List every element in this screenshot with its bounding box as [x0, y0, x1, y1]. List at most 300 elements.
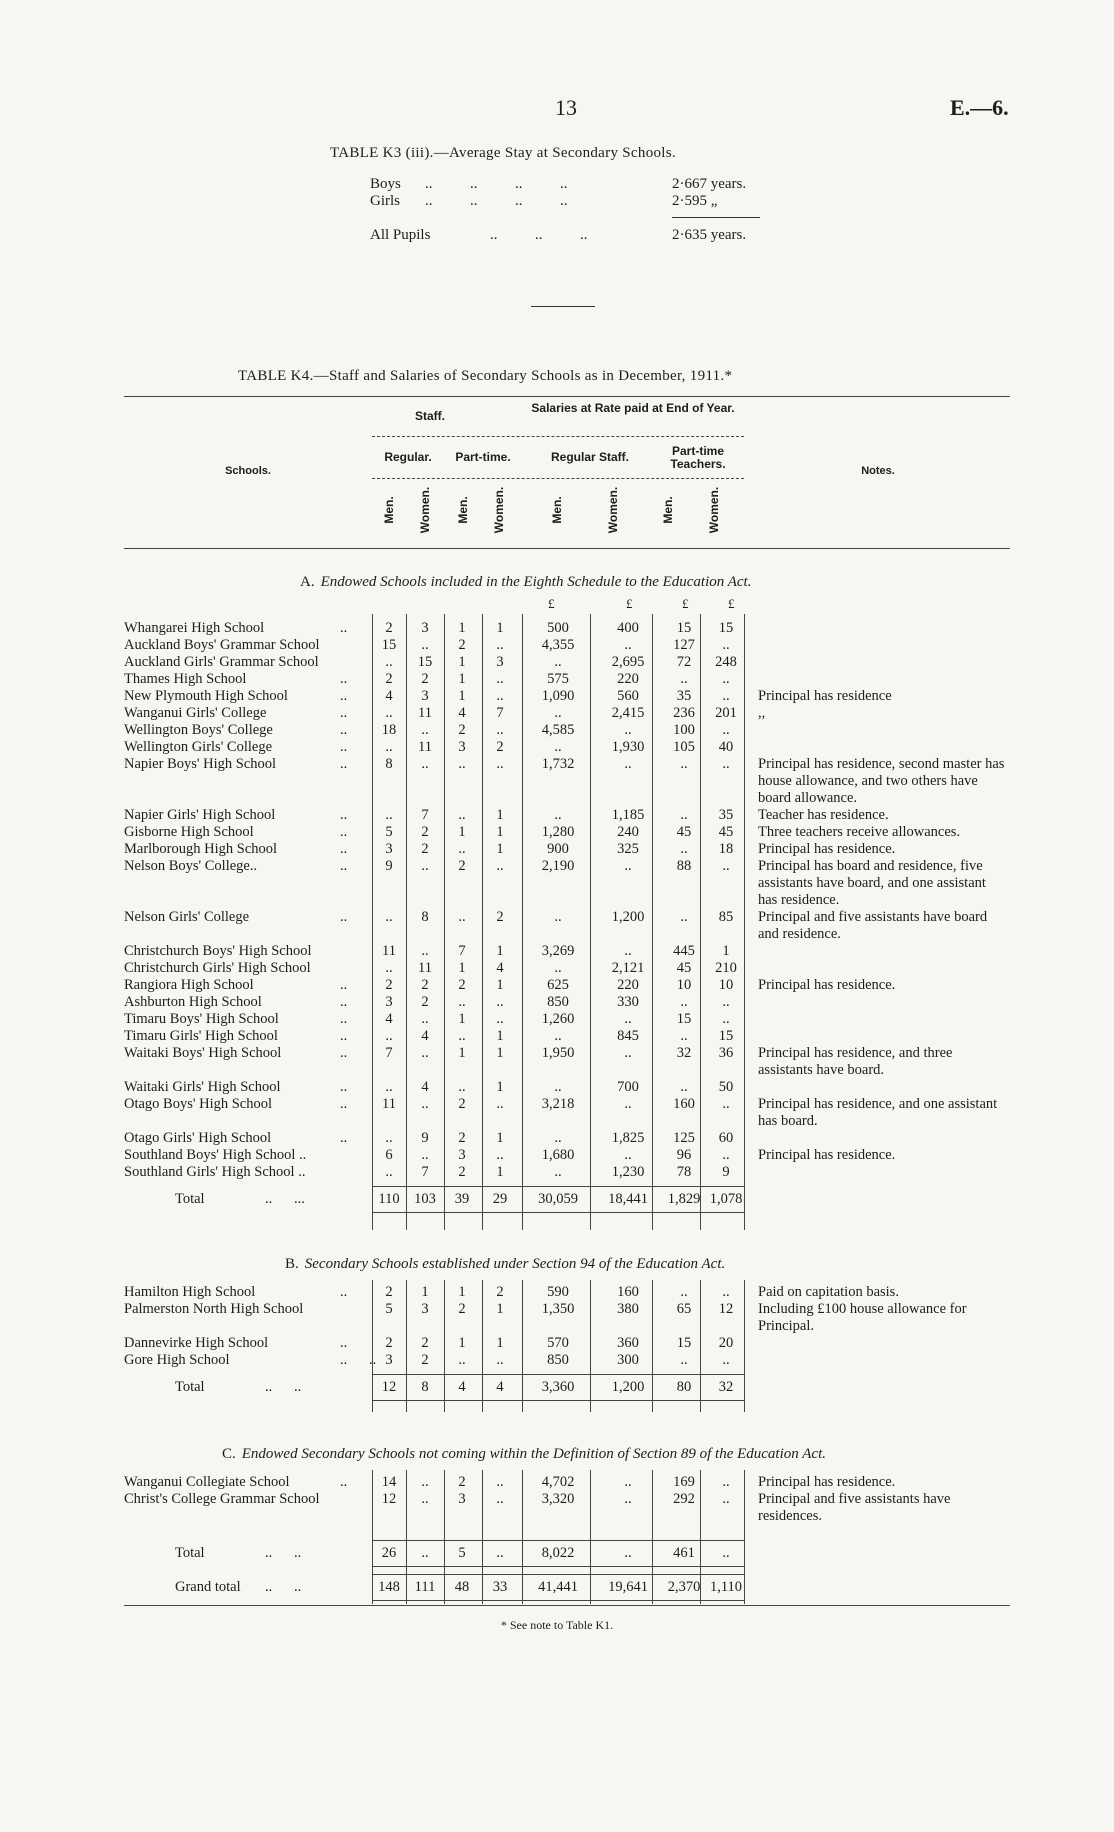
cell-value: 2: [496, 1284, 504, 1300]
cell-value: ..: [554, 1079, 562, 1095]
cell-value: ..: [624, 1474, 632, 1490]
row-note: Principal has residence.: [758, 841, 896, 857]
cell-value: ..: [624, 637, 632, 653]
cell-value: 2: [458, 977, 466, 993]
table-k4-title-text: TABLE K4.—Staff and Salaries of Secondary Schools as in December, 1911.*: [238, 368, 733, 384]
cell-value: 2: [421, 671, 429, 687]
section-sectionA-letter: A.: [300, 574, 315, 590]
cell-value: 1: [496, 1130, 504, 1146]
table-row: [0, 1130, 1114, 1147]
cell-value: ..: [496, 1474, 504, 1490]
cell-value: 1: [458, 1011, 466, 1027]
school-name: Nelson Boys' College..: [124, 858, 258, 874]
cell-value: 3: [458, 739, 466, 755]
cell-value: ..: [496, 1352, 504, 1368]
school-name: Wanganui Collegiate School: [124, 1474, 290, 1490]
cell-value: 400: [617, 620, 639, 636]
school-name: Wellington Boys' College: [124, 722, 273, 738]
cell-value: 4: [458, 1379, 466, 1395]
cell-value: ..: [496, 688, 504, 704]
cell-value: 9: [421, 1130, 429, 1146]
leader-dots: ..: [340, 688, 348, 704]
cell-value: 1: [496, 824, 504, 840]
cell-value: 20: [718, 1335, 734, 1351]
header-women-regular: Women.: [418, 486, 432, 534]
cell-value: ..: [722, 756, 730, 772]
row-note: Principal has residence: [758, 688, 892, 704]
row-note: Principal has residence.: [758, 977, 896, 993]
total-rule-top: [372, 1574, 744, 1575]
k3-row-leaders: .. .. .. ..: [425, 193, 568, 209]
cell-value: 1: [458, 1284, 466, 1300]
cell-value: ..: [722, 637, 730, 653]
cell-value: 1,829: [667, 1191, 701, 1207]
cell-value: ..: [385, 909, 393, 925]
cell-value: 2: [385, 977, 393, 993]
cell-value: ..: [624, 756, 632, 772]
k3-sum-rule: [672, 217, 760, 218]
table-row: [0, 858, 1114, 908]
cell-value: 127: [673, 637, 695, 653]
k3-row-label: Boys: [370, 176, 401, 192]
row-note: Three teachers receive allowances.: [758, 824, 961, 840]
cell-value: 1: [458, 654, 466, 670]
cell-value: 32: [718, 1379, 734, 1395]
cell-value: 7: [496, 705, 504, 721]
row-note: Principal has residence.: [758, 1147, 896, 1163]
header-bottom-rule: [124, 548, 1010, 549]
cell-value: 201: [715, 705, 737, 721]
cell-value: 1,200: [611, 1379, 645, 1395]
leader-dots: ..: [340, 858, 348, 874]
cell-value: 3: [458, 1491, 466, 1507]
cell-value: 5: [385, 1301, 393, 1317]
cell-value: 3: [385, 994, 393, 1010]
cell-value: 12: [381, 1491, 397, 1507]
total-row: [0, 1191, 1114, 1208]
header-women-salary: Women.: [606, 486, 620, 534]
cell-value: ..: [496, 756, 504, 772]
table-row: [0, 1147, 1114, 1164]
cell-value: ..: [421, 1096, 429, 1112]
leader-dots: ..: [340, 909, 348, 925]
cell-value: 65: [676, 1301, 692, 1317]
cell-value: 2,370: [667, 1579, 701, 1595]
table-row: [0, 943, 1114, 960]
cell-value: 325: [617, 841, 639, 857]
school-name: Dannevirke High School: [124, 1335, 269, 1351]
leader-dots: ..: [340, 739, 348, 755]
school-name: Marlborough High School: [124, 841, 278, 857]
cell-value: 1,950: [541, 1045, 575, 1061]
school-name: Waitaki Girls' High School: [124, 1079, 281, 1095]
cell-value: ..: [385, 960, 393, 976]
cell-value: ..: [496, 1011, 504, 1027]
cell-value: 2: [385, 1335, 393, 1351]
cell-value: ..: [496, 1147, 504, 1163]
school-name: Otago Girls' High School: [124, 1130, 272, 1146]
cell-value: 1,230: [611, 1164, 645, 1180]
cell-value: ..: [722, 1284, 730, 1300]
cell-value: 50: [718, 1079, 734, 1095]
cell-value: 4,702: [541, 1474, 575, 1490]
table-row: [0, 824, 1114, 841]
total-rule-bottom: [372, 1400, 744, 1401]
cell-value: 1: [496, 807, 504, 823]
column-rule-a-7: [700, 614, 701, 1230]
cell-value: 2: [458, 1474, 466, 1490]
cell-value: 3: [421, 1301, 429, 1317]
cell-value: ..: [496, 637, 504, 653]
cell-value: 845: [617, 1028, 639, 1044]
cell-value: ..: [722, 671, 730, 687]
cell-value: ..: [680, 1284, 688, 1300]
header-rule-2: [372, 478, 744, 479]
leader-dots: ..: [340, 705, 348, 721]
k3-row-value: 2·667 years.: [672, 176, 747, 192]
cell-value: ..: [496, 722, 504, 738]
k3-row-value: 2·635 years.: [672, 227, 747, 243]
cell-value: 2: [458, 722, 466, 738]
cell-value: ..: [554, 1130, 562, 1146]
column-rule-a-2: [444, 614, 445, 1230]
total-rule-top: [372, 1374, 744, 1375]
cell-value: 3: [385, 1352, 393, 1368]
total-row: [0, 1379, 1114, 1396]
cell-value: ..: [722, 1491, 730, 1507]
cell-value: 45: [676, 824, 692, 840]
cell-value: 9: [385, 858, 393, 874]
cell-value: 625: [547, 977, 569, 993]
row-note: Including £100 house allowance for Principal.: [758, 1301, 967, 1334]
cell-value: 575: [547, 671, 569, 687]
leader-dots: ..: [340, 1096, 348, 1112]
cell-value: ..: [421, 637, 429, 653]
row-note: ,,: [758, 705, 766, 721]
k3-row-label: All Pupils: [370, 227, 431, 243]
school-name: Napier Girls' High School: [124, 807, 276, 823]
leader-dots: ..: [340, 1045, 348, 1061]
cell-value: 3,360: [541, 1379, 575, 1395]
cell-value: ..: [624, 943, 632, 959]
cell-value: 445: [673, 943, 695, 959]
cell-value: 2: [421, 977, 429, 993]
cell-value: 2: [458, 637, 466, 653]
cell-value: 1,185: [611, 807, 645, 823]
cell-value: 1,732: [541, 756, 575, 772]
k3-row-value: 2·595 „: [672, 193, 718, 209]
leader-dots: .. ..: [265, 1545, 302, 1561]
table-row: [0, 705, 1114, 722]
row-note: Principal has residence, and three assistants have board.: [758, 1045, 953, 1078]
leader-dots: ..: [340, 807, 348, 823]
cell-value: 11: [382, 943, 396, 959]
column-rule-a-6: [652, 614, 653, 1230]
cell-value: 8: [421, 1379, 429, 1395]
header-parttime: Part-time.: [455, 450, 511, 464]
school-name: Nelson Girls' College: [124, 909, 250, 925]
cell-value: 85: [718, 909, 734, 925]
cell-value: 2: [421, 824, 429, 840]
leader-dots: .. ..: [265, 1579, 302, 1595]
school-name: Waitaki Boys' High School: [124, 1045, 282, 1061]
column-rule-a-3: [482, 614, 483, 1230]
cell-value: 2: [385, 620, 393, 636]
table-row: [0, 1352, 1114, 1369]
cell-value: ..: [624, 858, 632, 874]
cell-value: 2,121: [611, 960, 645, 976]
cell-value: 29: [492, 1191, 508, 1207]
cell-value: 4,585: [541, 722, 575, 738]
table-row: [0, 620, 1114, 637]
school-name: Whangarei High School: [124, 620, 265, 636]
cell-value: ..: [421, 1147, 429, 1163]
cell-value: 15: [718, 620, 734, 636]
cell-value: ..: [458, 1028, 466, 1044]
cell-value: 500: [547, 620, 569, 636]
cell-value: 80: [676, 1379, 692, 1395]
page-number: 13: [555, 95, 577, 120]
school-name: Ashburton High School: [124, 994, 262, 1010]
school-name: Gisborne High School: [124, 824, 254, 840]
cell-value: ..: [385, 807, 393, 823]
header-schools: Schools.: [225, 465, 271, 477]
cell-value: 2: [496, 909, 504, 925]
cell-value: ..: [496, 1096, 504, 1112]
cell-value: ..: [722, 722, 730, 738]
table-row: [0, 1284, 1114, 1301]
table-row: [0, 1491, 1114, 1524]
school-name: Otago Boys' High School: [124, 1096, 273, 1112]
total-rule-top: [372, 1186, 744, 1187]
table-k3-title-text: TABLE K3 (iii).—Average Stay at Secondary Schools.: [330, 145, 676, 161]
cell-value: 18: [718, 841, 734, 857]
school-name: Rangiora High School: [124, 977, 254, 993]
table-row: [0, 1079, 1114, 1096]
cell-value: ..: [554, 654, 562, 670]
cell-value: ..: [458, 1079, 466, 1095]
row-note: Principal has residence, second master has house allowance, and two others have board allowance.: [758, 756, 1005, 806]
table-row: [0, 909, 1114, 942]
cell-value: 105: [673, 739, 695, 755]
school-name: Christchurch Boys' High School: [124, 943, 312, 959]
cell-value: 570: [547, 1335, 569, 1351]
cell-value: 125: [673, 1130, 695, 1146]
cell-value: 3,218: [541, 1096, 575, 1112]
cell-value: 1,930: [611, 739, 645, 755]
cell-value: 1: [496, 1335, 504, 1351]
cell-value: 35: [718, 807, 734, 823]
cell-value: 220: [617, 671, 639, 687]
cell-value: 48: [454, 1579, 470, 1595]
header-men-salary: Men.: [550, 496, 564, 524]
cell-value: 32: [676, 1045, 692, 1061]
school-name: Auckland Girls' Grammar School: [124, 654, 319, 670]
cell-value: 11: [418, 705, 432, 721]
cell-value: 45: [676, 960, 692, 976]
column-rule-a-8: [744, 614, 745, 1230]
school-name: Christchurch Girls' High School: [124, 960, 311, 976]
cell-value: 2: [385, 671, 393, 687]
header-top-rule: [124, 396, 1010, 397]
cell-value: 18: [381, 722, 397, 738]
row-note: Teacher has residence.: [758, 807, 889, 823]
table-row: [0, 994, 1114, 1011]
cell-value: ..: [624, 1147, 632, 1163]
cell-value: ..: [421, 1545, 429, 1561]
cell-value: ..: [680, 671, 688, 687]
cell-value: 15: [676, 1335, 692, 1351]
school-name: Timaru Boys' High School: [124, 1011, 279, 1027]
cell-value: 9: [722, 1164, 730, 1180]
cell-value: 15: [718, 1028, 734, 1044]
cell-value: ..: [458, 1352, 466, 1368]
cell-value: ..: [458, 909, 466, 925]
table-k4-title: [238, 368, 732, 385]
header-salaries: Salaries at Rate paid at End of Year.: [531, 401, 735, 415]
school-name: Hamilton High School: [124, 1284, 256, 1300]
cell-value: 4: [385, 1011, 393, 1027]
cell-value: 10: [676, 977, 692, 993]
cell-value: 1: [458, 671, 466, 687]
cell-value: 12: [718, 1301, 734, 1317]
cell-value: ..: [680, 1079, 688, 1095]
currency-symbol: £: [548, 596, 555, 611]
total-rule-bottom: [372, 1212, 744, 1213]
total-rule-bottom: [372, 1600, 744, 1601]
cell-value: ..: [421, 858, 429, 874]
cell-value: 560: [617, 688, 639, 704]
cell-value: ..: [680, 1352, 688, 1368]
cell-value: ..: [722, 688, 730, 704]
cell-value: 236: [673, 705, 695, 721]
cell-value: 15: [381, 637, 397, 653]
table-row: [0, 807, 1114, 824]
cell-value: ..: [722, 1011, 730, 1027]
cell-value: ..: [385, 1079, 393, 1095]
section-sectionA-heading: Endowed Schools included in the Eighth Schedule to the Education Act.: [320, 574, 752, 590]
document-code: E.—6.: [950, 95, 1009, 120]
cell-value: 2: [496, 739, 504, 755]
school-name: Palmerston North High School: [124, 1301, 304, 1317]
table-row: [0, 1474, 1114, 1491]
row-note: Principal and five assistants have residences.: [758, 1491, 951, 1524]
leader-dots: ..: [340, 977, 348, 993]
cell-value: 590: [547, 1284, 569, 1300]
header-parttime-teachers: Part-time Teachers.: [670, 444, 726, 471]
cell-value: ..: [421, 1491, 429, 1507]
cell-value: ..: [624, 1011, 632, 1027]
cell-value: 1,200: [611, 909, 645, 925]
cell-value: ..: [385, 705, 393, 721]
cell-value: ..: [421, 1474, 429, 1490]
cell-value: ..: [722, 1147, 730, 1163]
leader-dots: ..: [340, 1130, 348, 1146]
cell-value: 2: [421, 1352, 429, 1368]
cell-value: ..: [458, 841, 466, 857]
cell-value: 36: [718, 1045, 734, 1061]
cell-value: 1: [496, 841, 504, 857]
cell-value: ..: [554, 960, 562, 976]
header-regular: Regular.: [384, 450, 432, 464]
leader-dots: ..: [340, 722, 348, 738]
cell-value: ..: [385, 1130, 393, 1146]
column-rule-a-4: [522, 614, 523, 1230]
cell-value: 78: [676, 1164, 692, 1180]
cell-value: 2: [421, 841, 429, 857]
header-women-pt-teachers: Women.: [707, 486, 721, 534]
table-row: [0, 756, 1114, 806]
footnote: * See note to Table K1.: [500, 1618, 614, 1632]
section-sectionB-heading: Secondary Schools established under Section 94 of the Education Act.: [304, 1256, 726, 1272]
cell-value: 1: [496, 977, 504, 993]
header-rule-1: [372, 436, 744, 437]
cell-value: 2: [421, 1335, 429, 1351]
cell-value: 1: [496, 1045, 504, 1061]
cell-value: ..: [624, 1545, 632, 1561]
cell-value: 3: [458, 1147, 466, 1163]
cell-value: ..: [554, 1164, 562, 1180]
cell-value: 1: [496, 1028, 504, 1044]
cell-value: 45: [718, 824, 734, 840]
cell-value: ..: [554, 909, 562, 925]
cell-value: ..: [624, 722, 632, 738]
cell-value: ..: [385, 739, 393, 755]
cell-value: 2: [458, 1164, 466, 1180]
leader-dots: ..: [340, 756, 348, 772]
cell-value: 18,441: [608, 1191, 648, 1207]
table-row: [0, 722, 1114, 739]
cell-value: 15: [676, 620, 692, 636]
table-row: [0, 654, 1114, 671]
cell-value: ..: [421, 722, 429, 738]
cell-value: 360: [617, 1335, 639, 1351]
cell-value: 8: [421, 909, 429, 925]
school-name: Auckland Boys' Grammar School: [124, 637, 320, 653]
k3-row-leaders: .. .. ..: [490, 227, 588, 243]
leader-dots: ..: [340, 1474, 348, 1490]
cell-value: 15: [676, 1011, 692, 1027]
currency-symbol: £: [682, 596, 689, 611]
table-row: [0, 1028, 1114, 1045]
leader-dots: ..: [340, 841, 348, 857]
cell-value: ..: [385, 654, 393, 670]
cell-value: 160: [673, 1096, 695, 1112]
cell-value: 2: [458, 1301, 466, 1317]
school-name: Timaru Girls' High School: [124, 1028, 278, 1044]
cell-value: 4: [496, 1379, 504, 1395]
cell-value: 33: [492, 1579, 508, 1595]
cell-value: 40: [718, 739, 734, 755]
cell-value: 1: [458, 1335, 466, 1351]
header-notes: Notes.: [861, 465, 895, 477]
row-note: Principal and five assistants have board and residence.: [758, 909, 988, 942]
cell-value: 5: [385, 824, 393, 840]
cell-value: 103: [414, 1191, 436, 1207]
cell-value: ..: [421, 1011, 429, 1027]
cell-value: ..: [624, 1045, 632, 1061]
leader-dots: ..: [340, 1011, 348, 1027]
leader-dots: ..: [340, 1335, 348, 1351]
header-staff: Staff.: [415, 409, 445, 423]
row-note: Paid on capitation basis.: [758, 1284, 899, 1300]
cell-value: 1: [496, 943, 504, 959]
leader-dots: ..: [340, 671, 348, 687]
cell-value: 850: [547, 994, 569, 1010]
cell-value: 2: [421, 994, 429, 1010]
school-name: Thames High School: [124, 671, 247, 687]
cell-value: ..: [496, 858, 504, 874]
